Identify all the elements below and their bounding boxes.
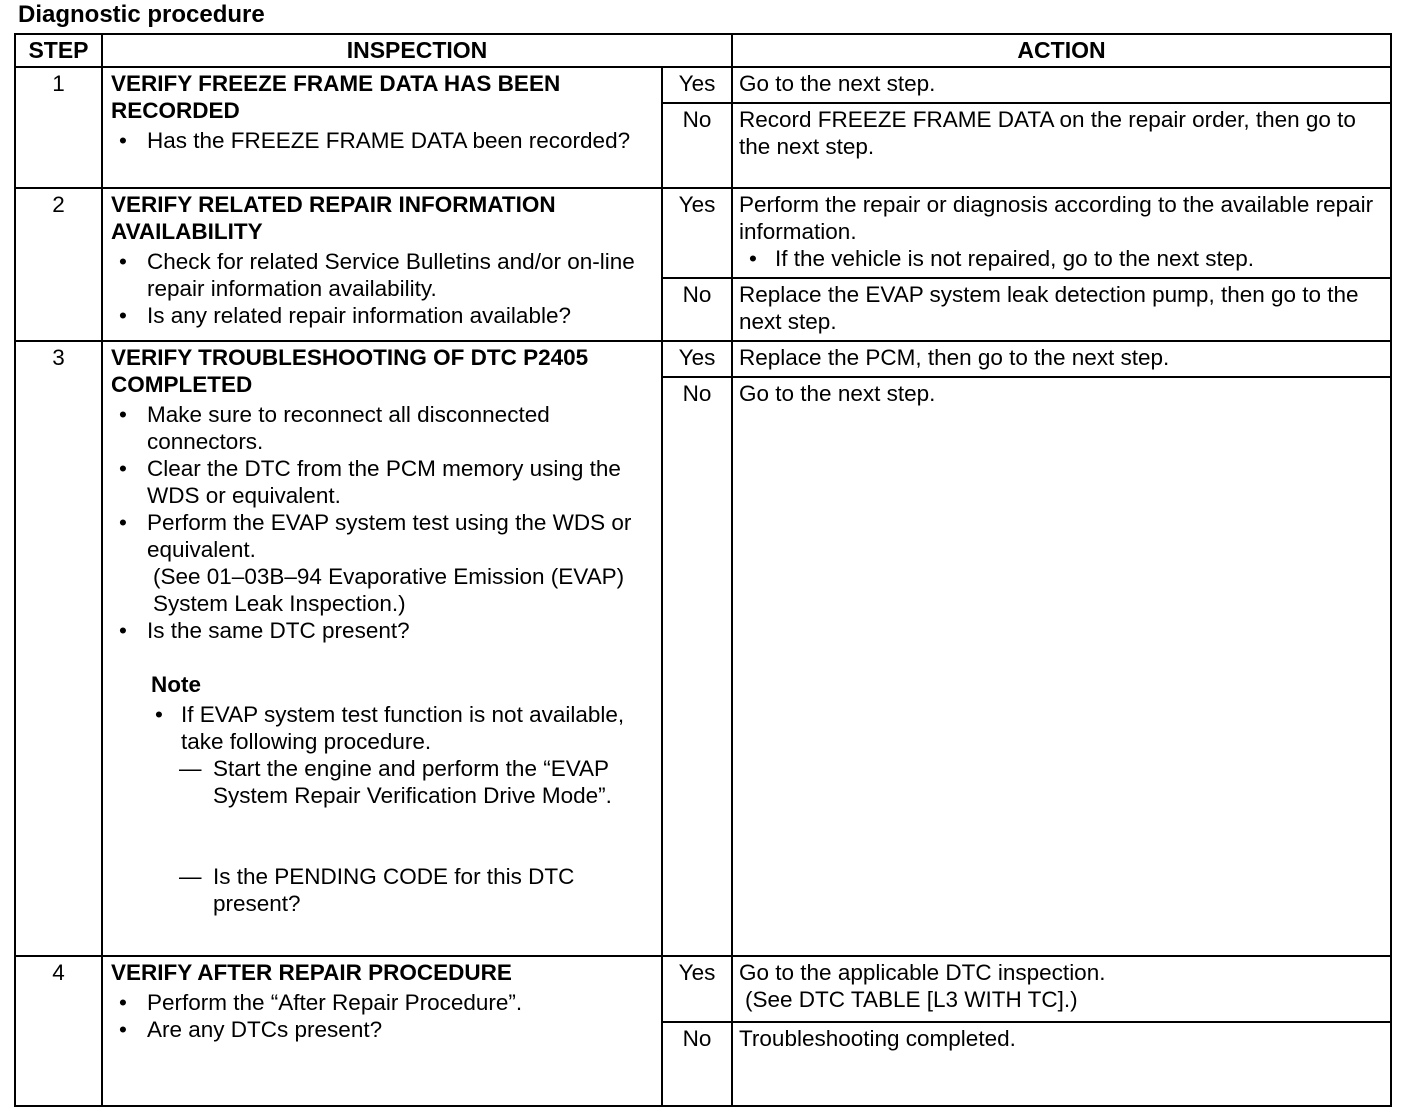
inspection-cell — [102, 188, 662, 340]
yes-action-cell — [732, 188, 1391, 278]
list-item: • If EVAP system test function is not available, take following procedure. — [151, 701, 653, 755]
list-item: • Is any related repair information available? — [111, 302, 653, 329]
table-header-row — [15, 34, 1391, 67]
header-step: STEP — [15, 34, 102, 67]
list-item: • Has the FREEZE FRAME DATA been recorded? — [111, 127, 653, 154]
inspection-heading: VERIFY TROUBLESHOOTING OF DTC P2405 COMPLETED — [111, 344, 589, 397]
yes-label: Yes — [662, 67, 732, 103]
inspection-bullets — [111, 401, 653, 563]
inspection-bullets-final — [111, 617, 653, 644]
inspection-bullets — [111, 989, 653, 1043]
list-item: • Perform the “After Repair Procedure”. — [111, 989, 653, 1016]
header-inspection: INSPECTION — [102, 34, 732, 67]
step-number: 4 — [15, 956, 102, 1106]
note-dash-item: — Is the PENDING CODE for this DTC present? — [151, 863, 653, 917]
inspection-bullets — [111, 248, 653, 329]
table-row — [15, 341, 1391, 377]
yes-action: Go to the applicable DTC inspection. — [739, 959, 1106, 985]
yes-label: Yes — [662, 341, 732, 377]
note-block — [111, 671, 653, 917]
no-action: Go to the next step. — [732, 377, 1391, 956]
list-item: • Perform the EVAP system test using the WDS or equivalent. — [111, 509, 653, 563]
inspection-cell — [102, 341, 662, 956]
step-number: 1 — [15, 67, 102, 188]
inspection-bullets — [111, 127, 653, 154]
no-action: Replace the EVAP system leak detection pump, then go to the next step. — [732, 278, 1391, 340]
yes-action: Go to the next step. — [732, 67, 1391, 103]
list-item: • Clear the DTC from the PCM memory using the WDS or equivalent. — [111, 455, 653, 509]
list-item: • If the vehicle is not repaired, go to the next step. — [739, 245, 1384, 272]
yes-label: Yes — [662, 188, 732, 278]
no-label: No — [662, 377, 732, 956]
no-label: No — [662, 103, 732, 188]
table-row — [15, 67, 1391, 103]
table-row — [15, 188, 1391, 278]
step-number: 2 — [15, 188, 102, 340]
yes-action-cell — [732, 956, 1391, 1022]
no-action: Troubleshooting completed. — [732, 1022, 1391, 1106]
header-action: ACTION — [732, 34, 1391, 67]
inspection-cell — [102, 956, 662, 1106]
inspection-heading: VERIFY RELATED REPAIR INFORMATION AVAILABILITY — [111, 192, 556, 245]
note-bullets — [151, 701, 653, 755]
yes-action-sublist — [739, 245, 1384, 272]
list-item: • Are any DTCs present? — [111, 1016, 653, 1043]
table-row — [15, 956, 1391, 1022]
list-item: • Is the same DTC present? — [111, 617, 653, 644]
diagnostic-procedure-table — [14, 33, 1392, 1107]
no-label: No — [662, 278, 732, 340]
yes-action: Perform the repair or diagnosis according to the available repair information. — [739, 192, 1374, 245]
note-dash-item: — Start the engine and perform the “EVAP System Repair Verification Drive Mode”. — [151, 755, 653, 809]
yes-action-reference: (See DTC TABLE [L3 WITH TC].) — [745, 986, 1078, 1012]
inspection-heading: VERIFY FREEZE FRAME DATA HAS BEEN RECORDED — [111, 71, 561, 123]
list-item: • Check for related Service Bulletins and/or on-line repair information availability. — [111, 248, 653, 302]
page-title: Diagnostic procedure — [18, 1, 265, 28]
note-title: Note — [151, 671, 201, 697]
reference-text: (See 01–03B–94 Evaporative Emission (EVAP) System Leak Inspection.) — [153, 563, 625, 616]
yes-action: Replace the PCM, then go to the next step. — [732, 341, 1391, 377]
inspection-cell — [102, 67, 662, 188]
list-item: • Make sure to reconnect all disconnected connectors. — [111, 401, 653, 455]
no-action: Record FREEZE FRAME DATA on the repair order, then go to the next step. — [732, 103, 1391, 188]
yes-label: Yes — [662, 956, 732, 1022]
no-label: No — [662, 1022, 732, 1106]
inspection-heading: VERIFY AFTER REPAIR PROCEDURE — [111, 959, 512, 985]
step-number: 3 — [15, 341, 102, 956]
